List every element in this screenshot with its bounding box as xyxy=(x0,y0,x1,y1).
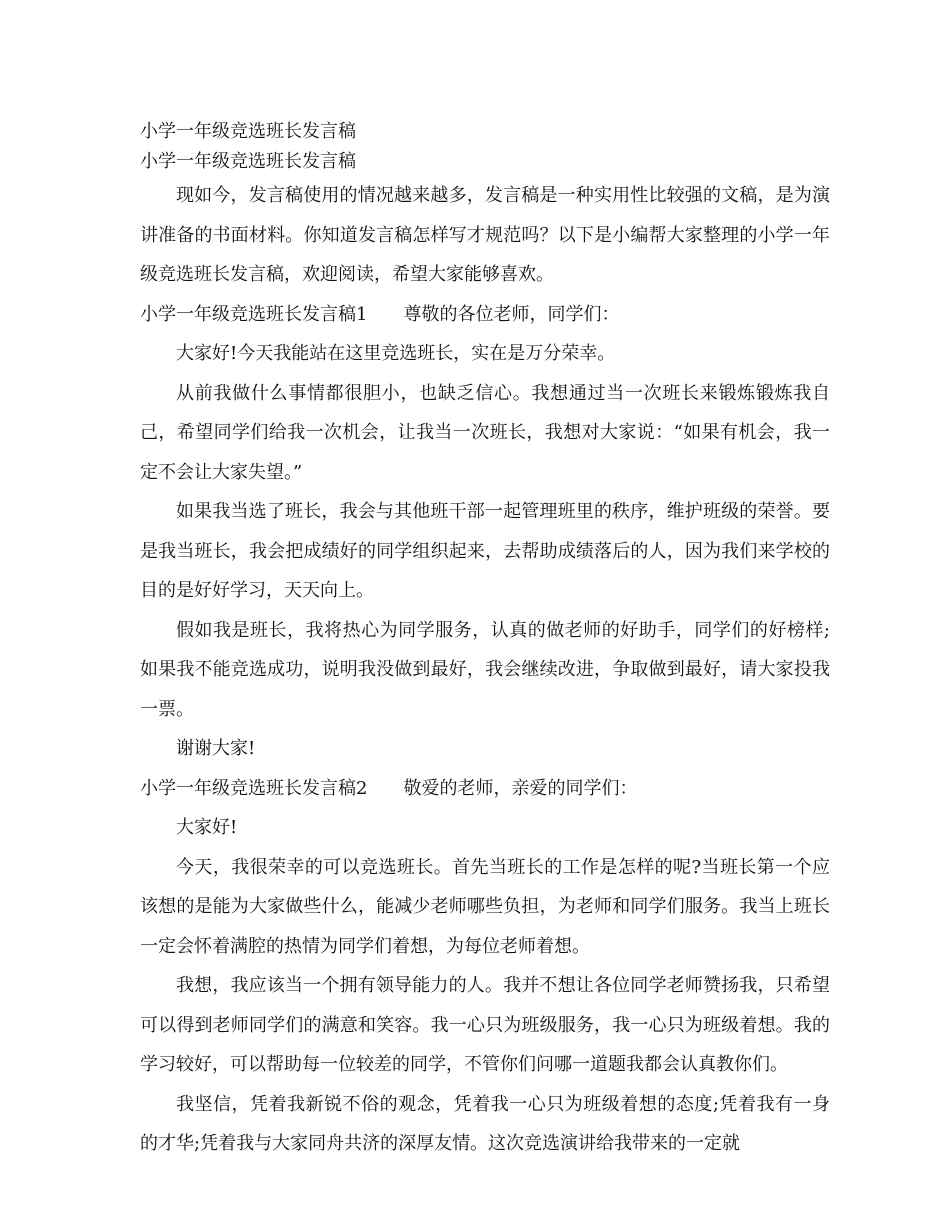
document-subtitle: 小学一年级竞选班长发言稿 xyxy=(140,150,356,172)
speech-1-paragraph: 大家好!今天我能站在这里竞选班长，实在是万分荣幸。 xyxy=(176,343,616,364)
speech-1-salutation: 尊敬的各位老师，同学们： xyxy=(403,303,620,325)
document-title: 小学一年级竞选班长发言稿 xyxy=(140,121,356,142)
intro-paragraph: 现如今，发言稿使用的情况越来越多，发言稿是一种实用性比较强的文稿，是为演讲准备的书面材料。你知道发言稿怎样写才规范吗？以下是小编帮大家整理的小学一年级竞选班长发言稿，欢迎阅读，希望大家能够喜欢。 xyxy=(140,185,830,285)
speech-1-paragraph: 如果我当选了班长，我会与其他班干部一起管理班里的秩序，维护班级的荣誉。要是我当班长，我会把成绩好的同学组织起来，去帮助成绩落后的人，因为我们来学校的目的是好好学习，天天向上。 xyxy=(140,501,830,601)
speech-2-paragraph: 我坚信，凭着我新锐不俗的观念，凭着我一心只为班级着想的态度;凭着我有一身的才华;凭着我与大家同舟共济的深厚友情。这次竞选演讲给我带来的一定就 xyxy=(140,1093,830,1154)
speech-2-paragraph: 我想，我应该当一个拥有领导能力的人。我并不想让各位同学老师赞扬我，只希望可以得到老师同学们的满意和笑容。我一心只为班级服务，我一心只为班级着想。我的学习较好，可以帮助每一位较差的同学，不管你们问哪一道题我都会认真教你们。 xyxy=(140,975,830,1075)
speech-1-paragraph: 假如我是班长，我将热心为同学服务，认真的做老师的好助手，同学们的好榜样;如果我不能竞选成功，说明我没做到最好，我会继续改进，争取做到最好，请大家投我一票。 xyxy=(140,619,830,720)
speech-1-closing: 谢谢大家! xyxy=(176,738,256,759)
speech-2-salutation: 敬爱的老师，亲爱的同学们： xyxy=(403,777,638,799)
speech-2-heading: 小学一年级竞选班长发言稿2 xyxy=(140,777,368,799)
document-body xyxy=(140,117,830,1164)
speech-1-heading-line xyxy=(140,295,830,335)
speech-2-greeting: 大家好! xyxy=(176,817,238,838)
speech-2-paragraph: 今天，我很荣幸的可以竞选班长。首先当班长的工作是怎样的呢?当班长第一个应该想的是能为大家做些什么，能减少老师哪些负担，为老师和同学们服务。我当上班长一定会怀着满腔的热情为同学们着想，为每位老师着想。 xyxy=(140,856,830,957)
speech-1-paragraph: 从前我做什么事情都很胆小，也缺乏信心。我想通过当一次班长来锻炼锻炼我自己，希望同学们给我一次机会，让我当一次班长，我想对大家说：“如果有机会，我一定不会让大家失望。” xyxy=(140,382,830,483)
speech-2-heading-line xyxy=(140,769,830,809)
speech-1-heading: 小学一年级竞选班长发言稿1 xyxy=(140,303,368,325)
